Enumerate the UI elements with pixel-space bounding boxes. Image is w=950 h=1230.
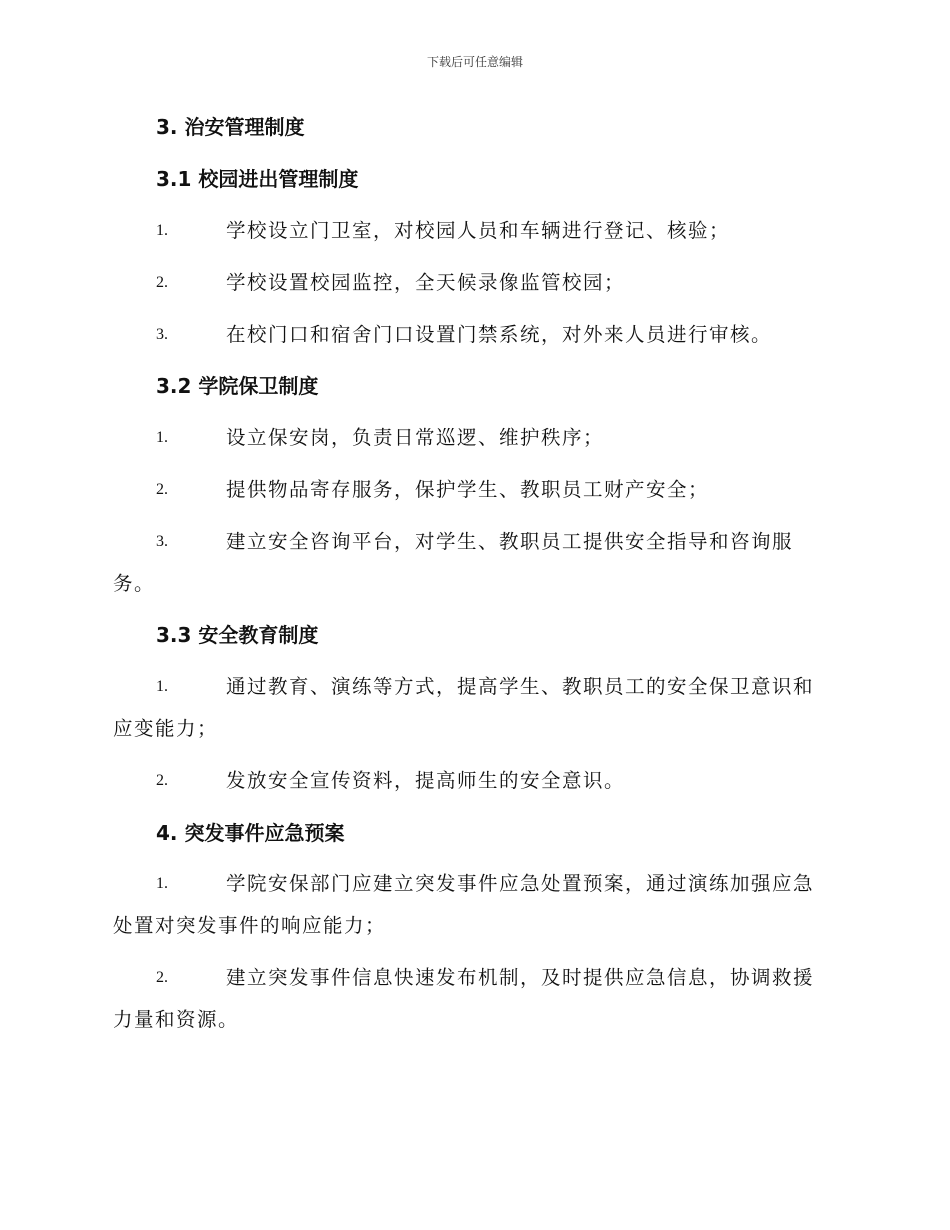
list-item-number: 2. bbox=[156, 969, 168, 986]
list-item-number: 1. bbox=[156, 222, 168, 239]
list-item-number: 1. bbox=[156, 875, 168, 892]
list-item-text: 发放安全宣传资料，提高师生的安全意识。 bbox=[226, 769, 626, 792]
section-heading-4: 4. 突发事件应急预案 bbox=[156, 821, 345, 845]
list-item-number: 3. bbox=[156, 533, 168, 550]
list-item-number: 2. bbox=[156, 274, 168, 291]
list-item-text-continued: 务。 bbox=[113, 572, 156, 595]
list-item-text-continued: 力量和资源。 bbox=[113, 1008, 240, 1031]
section-heading-3: 3. 治安管理制度 bbox=[156, 115, 305, 139]
list-item-text: 建立突发事件信息快速发布机制，及时提供应急信息，协调救援 bbox=[226, 966, 815, 989]
list-item-text: 学校设立门卫室，对校园人员和车辆进行登记、核验； bbox=[226, 219, 731, 242]
list-item-text: 建立安全咨询平台，对学生、教职员工提供安全指导和咨询服 bbox=[226, 530, 794, 553]
list-item-text: 在校门口和宿舍门口设置门禁系统，对外来人员进行审核。 bbox=[226, 323, 773, 346]
list-item-text: 学校设置校园监控，全天候录像监管校园； bbox=[226, 271, 626, 294]
list-item-text-continued: 应变能力； bbox=[113, 717, 219, 740]
section-heading-3-2: 3.2 学院保卫制度 bbox=[156, 374, 319, 398]
list-item-number: 2. bbox=[156, 772, 168, 789]
list-item-number: 1. bbox=[156, 429, 168, 446]
list-item-number: 2. bbox=[156, 481, 168, 498]
list-item-text-continued: 处置对突发事件的响应能力； bbox=[113, 914, 387, 937]
section-heading-3-1: 3.1 校园进出管理制度 bbox=[156, 167, 359, 191]
page-header: 下载后可任意编辑 bbox=[426, 55, 523, 69]
section-heading-3-3: 3.3 安全教育制度 bbox=[156, 623, 319, 647]
list-item-text: 通过教育、演练等方式，提高学生、教职员工的安全保卫意识和 bbox=[226, 675, 815, 698]
list-item-number: 1. bbox=[156, 678, 168, 695]
list-item-text: 设立保安岗，负责日常巡逻、维护秩序； bbox=[226, 426, 605, 449]
list-item-text: 提供物品寄存服务，保护学生、教职员工财产安全； bbox=[226, 478, 710, 501]
list-item-text: 学院安保部门应建立突发事件应急处置预案，通过演练加强应急 bbox=[226, 872, 815, 895]
list-item-number: 3. bbox=[156, 326, 168, 343]
